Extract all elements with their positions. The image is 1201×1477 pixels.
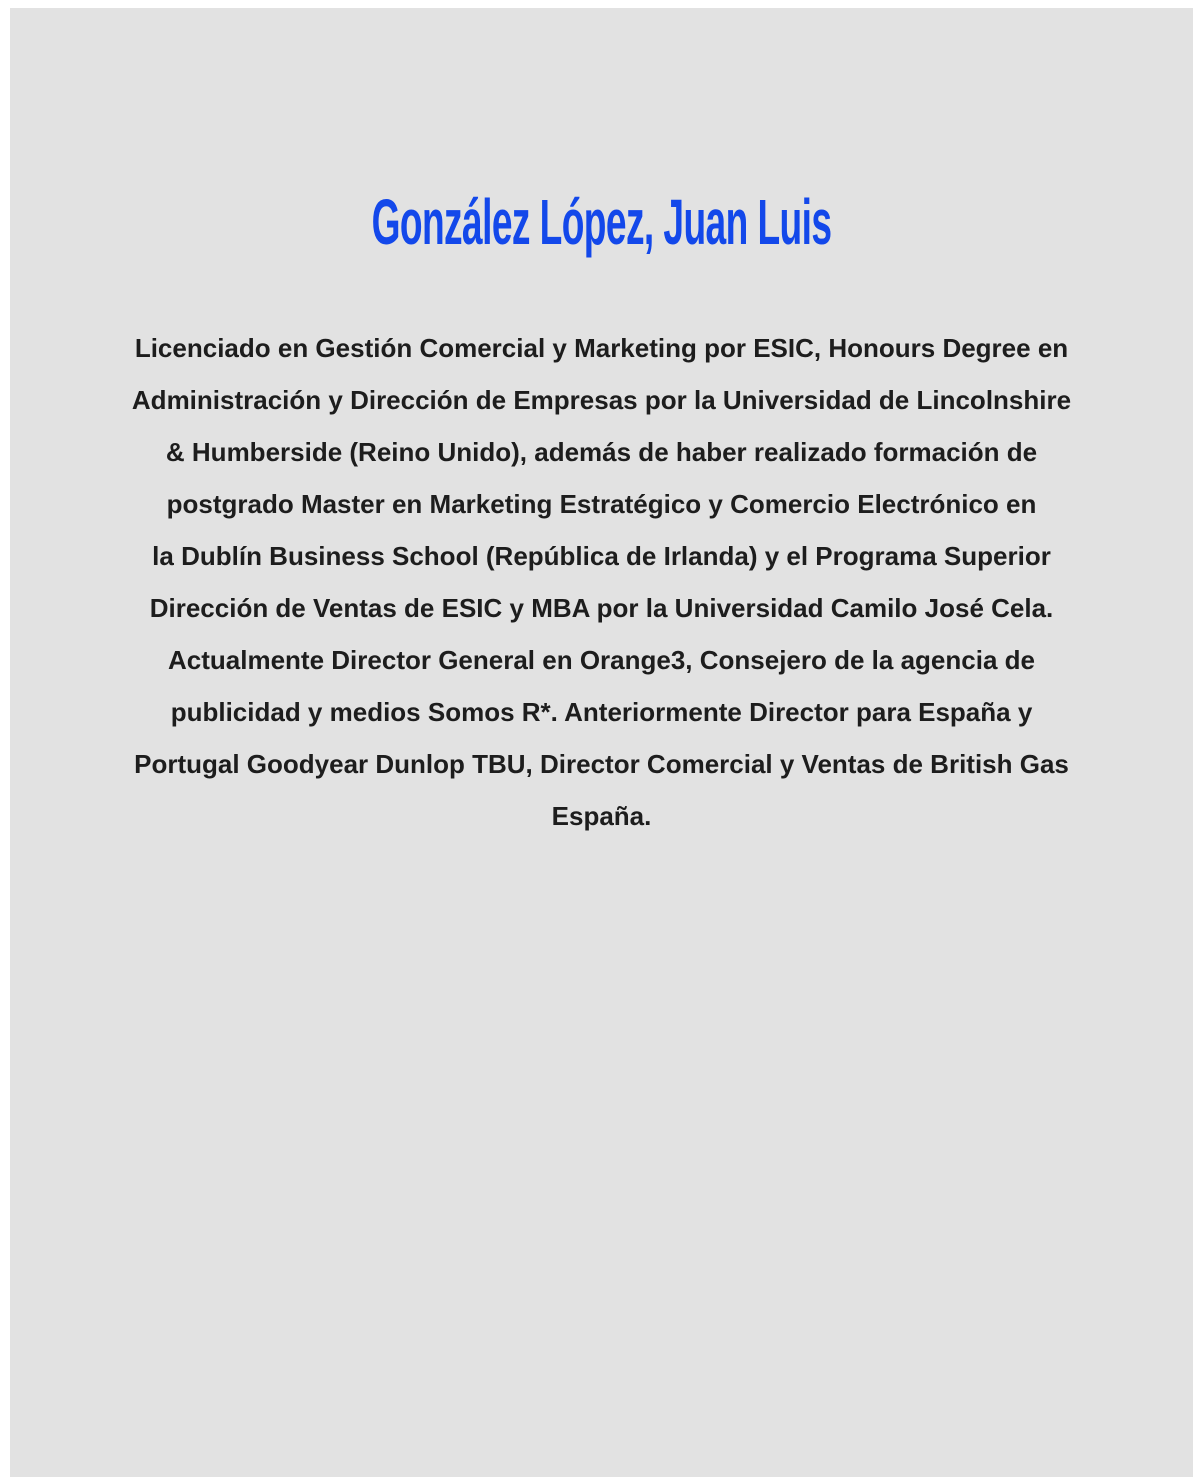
bio-line: Portugal Goodyear Dunlop TBU, Director Comercial y Ventas de British Gas xyxy=(134,749,1069,779)
bio-page xyxy=(10,8,1193,1477)
bio-paragraph xyxy=(97,322,1107,842)
bio-line: publicidad y medios Somos R*. Anteriormente Director para España y xyxy=(170,697,1033,727)
page-title: González López, Juan Luis xyxy=(371,186,832,258)
bio-line: Dirección de Ventas de ESIC y MBA por la Universidad Camilo José Cela. xyxy=(149,593,1054,623)
bio-line: & Humberside (Reino Unido), además de haber realizado formación de xyxy=(165,437,1038,467)
bio-line: Administración y Dirección de Empresas por la Universidad de Lincolnshire xyxy=(131,385,1072,415)
bio-line: Actualmente Director General en Orange3, Consejero de la agencia de xyxy=(168,645,1035,675)
bio-line: Licenciado en Gestión Comercial y Marketing por ESIC, Honours Degree en xyxy=(134,333,1069,363)
bio-line: la Dublín Business School (República de Irlanda) y el Programa Superior xyxy=(152,541,1051,571)
bio-line: España. xyxy=(551,801,652,831)
bio-line: postgrado Master en Marketing Estratégico y Comercio Electrónico en xyxy=(166,489,1037,519)
